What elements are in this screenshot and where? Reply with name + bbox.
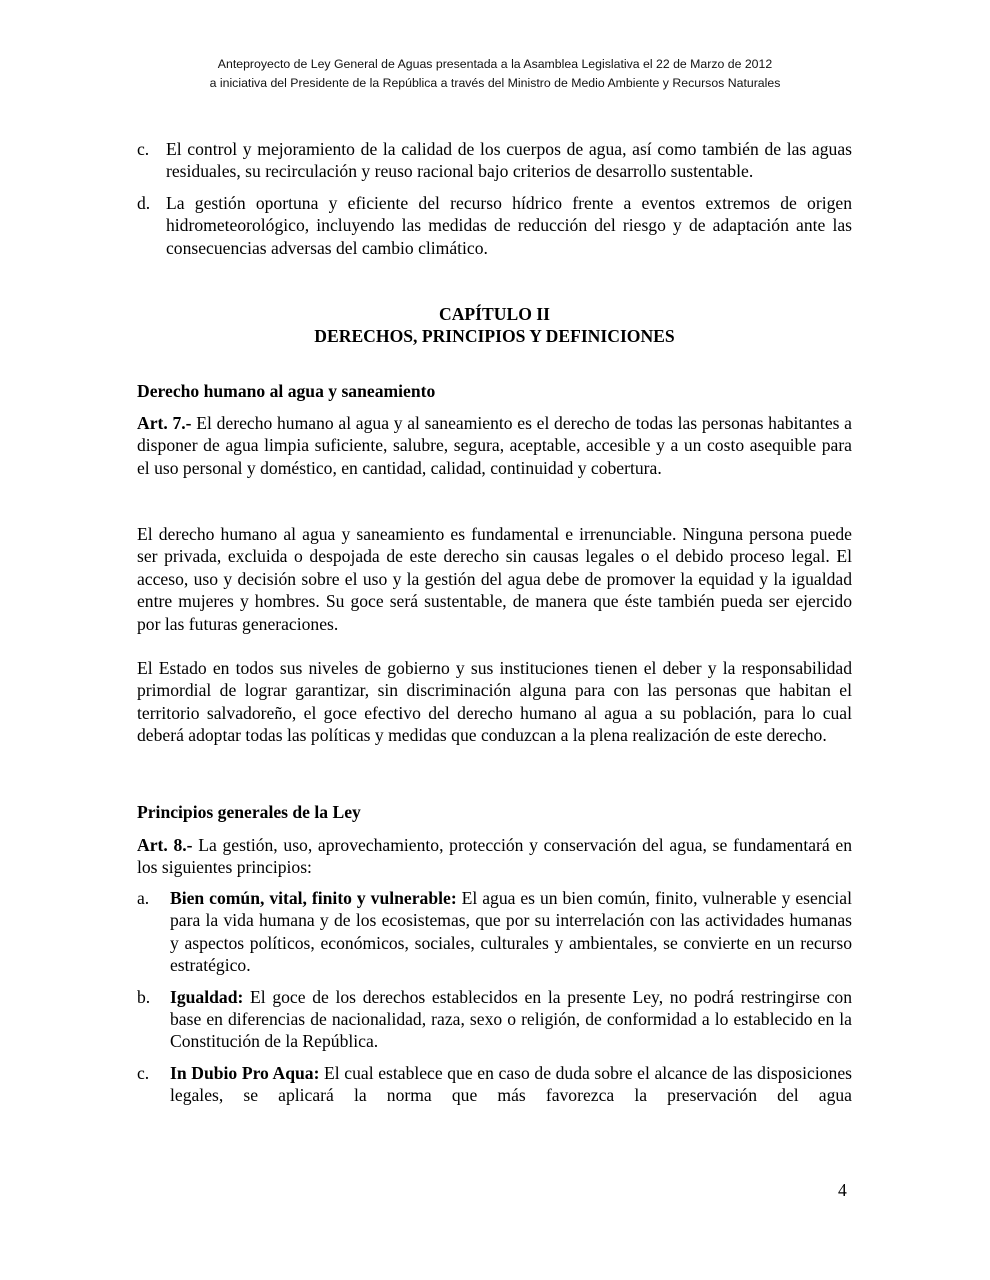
article-label: Art. 8.- bbox=[137, 835, 193, 855]
chapter-title: DERECHOS, PRINCIPIOS Y DEFINICIONES bbox=[314, 326, 675, 346]
list-label: c. bbox=[137, 139, 150, 159]
list-item bbox=[137, 887, 852, 977]
article-text: La gestión, uso, aprovechamiento, protección y conservación del agua, se fundamentará en los siguientes principios: bbox=[137, 835, 852, 878]
article-8 bbox=[137, 834, 852, 879]
principle-term: In Dubio Pro Aqua: bbox=[170, 1062, 320, 1083]
article-label: Art. 7.- bbox=[137, 413, 192, 433]
top-list bbox=[137, 138, 852, 259]
running-header-line-1: Anteproyecto de Ley General de Aguas presentada a la Asamblea Legislativa el 22 de Marzo de 2012 bbox=[217, 57, 773, 71]
paragraph: El Estado en todos sus niveles de gobierno y sus instituciones tienen el deber y la responsabilidad primordial de lograr garantizar, sin discriminación alguna para con las personas que habitan el territorio salvadoreño, el goce efectivo del derecho humano al agua a su población, para lo cual deberá adoptar todas las políticas y medidas que conduzcan a la plena realización de este derecho. bbox=[137, 658, 852, 746]
principle-text: El goce de los derechos establecidos en la presente Ley, no podrá restringirse con base en diferencias de nacionalidad, raza, sexo o religión, de conformidad a lo establecido en la Constitución de la República. bbox=[170, 986, 852, 1052]
list-label: c. bbox=[137, 1062, 150, 1083]
section-heading: Derecho humano al agua y saneamiento bbox=[137, 381, 436, 401]
section-heading: Principios generales de la Ley bbox=[137, 802, 361, 822]
list-item bbox=[137, 192, 852, 259]
list-label: d. bbox=[137, 192, 151, 213]
principle-text: El cual establece que en caso de duda sobre el alcance de las disposiciones legales, se aplicará la norma que más favorezca la preservación del agua bbox=[170, 1062, 852, 1106]
list-item bbox=[137, 138, 852, 183]
running-header-line-2: a iniciativa del Presidente de la República a través del Ministro de Medio Ambiente y Recursos Naturales bbox=[209, 76, 781, 90]
list-label: b. bbox=[137, 986, 151, 1007]
list-text: La gestión oportuna y eficiente del recurso hídrico frente a eventos extremos de origen hidrometeorológico, incluyendo las medidas de reducción del riesgo y de adaptación ante las consecuencias adversas del cambio climático. bbox=[166, 192, 852, 258]
principles-list bbox=[137, 887, 852, 1107]
article-7 bbox=[137, 412, 852, 479]
principle-text: El agua es un bien común, finito, vulnerable y esencial para la vida humana y de los ecosistemas, que por su interrelación con las actividades humanas y aspectos políticos, económicos, sociales, culturales y ambientales, se convierte en un recurso estratégico. bbox=[170, 888, 853, 976]
list-item bbox=[137, 1062, 852, 1107]
principle-term: Bien común, vital, finito y vulnerable: bbox=[170, 888, 457, 908]
page-number: 4 bbox=[838, 1180, 847, 1200]
principle-term: Igualdad: bbox=[170, 986, 244, 1007]
list-text: El control y mejoramiento de la calidad de los cuerpos de agua, así como también de las aguas residuales, su recirculación y reuso racional bajo criterios de desarrollo sustentable. bbox=[166, 139, 852, 182]
list-label: a. bbox=[137, 888, 150, 908]
list-item bbox=[137, 986, 852, 1053]
paragraph: El derecho humano al agua y saneamiento es fundamental e irrenunciable. Ninguna persona puede ser privada, excluida o despojada de este derecho sin causas legales o el debido proceso legal. El acceso, uso y decisión sobre el uso y la gestión del agua debe de promover la equidad y la igualdad entre mujeres y hombres. Su goce será sustentable, de manera que éste también pueda ser ejercido por las futuras generaciones. bbox=[137, 524, 852, 634]
article-text: El derecho humano al agua y al saneamiento es el derecho de todas las personas habitantes a disponer de agua limpia suficiente, salubre, segura, aceptable, accesible y a un costo asequible para el uso personal y doméstico, en cantidad, calidad, continuidad y cobertura. bbox=[137, 413, 852, 478]
chapter-number: CAPÍTULO II bbox=[439, 304, 550, 324]
